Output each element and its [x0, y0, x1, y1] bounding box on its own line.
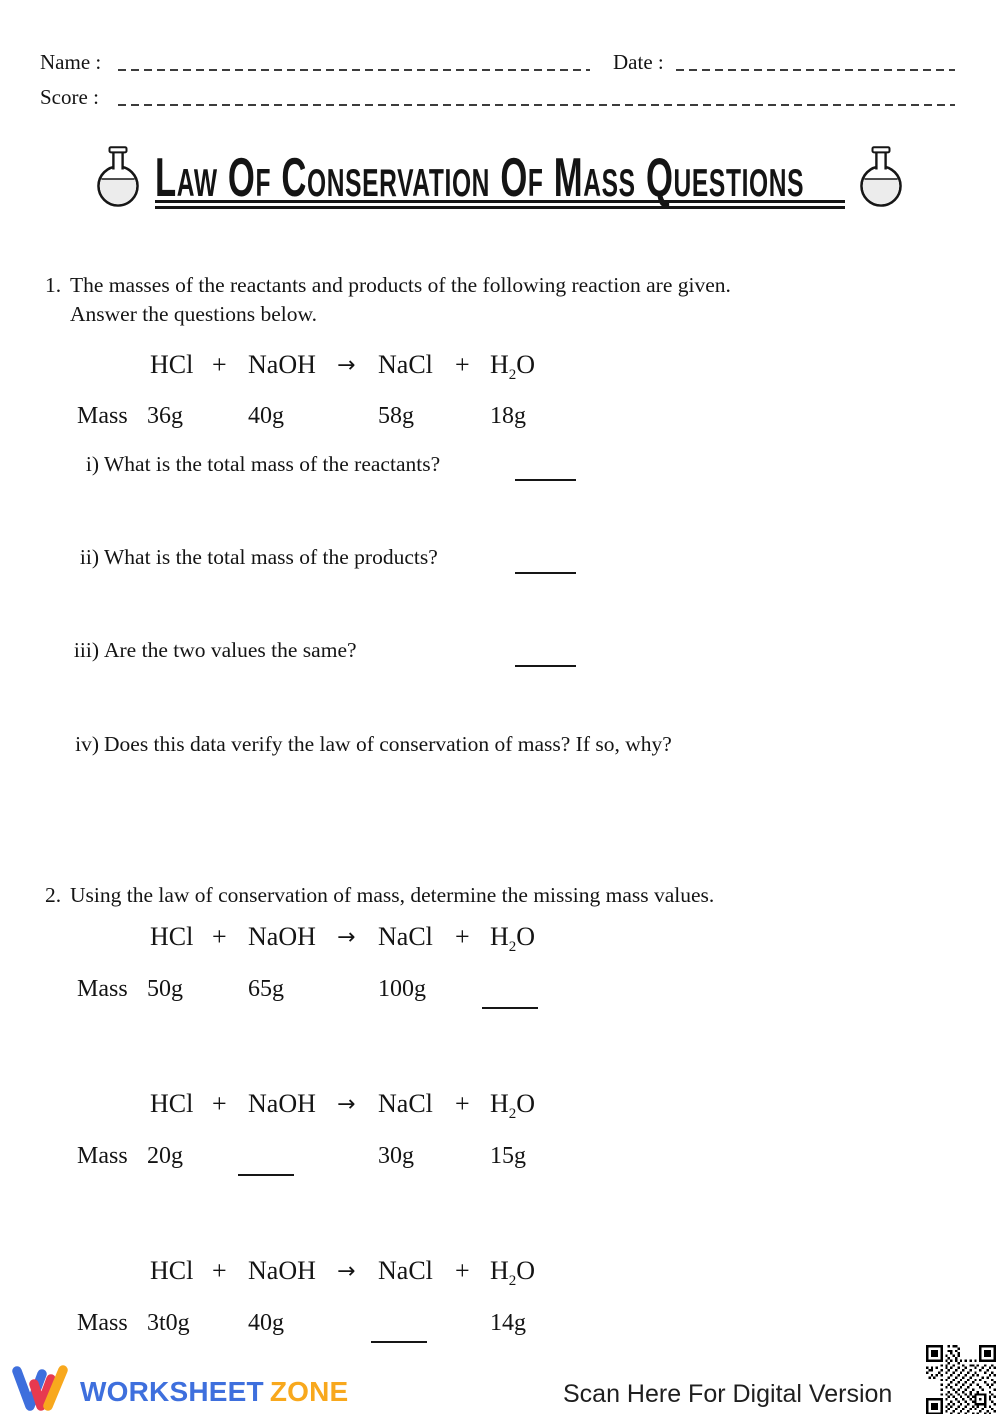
subquestion-text: What is the total mass of the reactants?: [104, 452, 441, 476]
h2o-subscript: 2: [508, 1273, 517, 1290]
date-label: Date :: [613, 50, 664, 74]
mass-value: 40g: [248, 1310, 284, 1336]
mass-value: 36g: [147, 403, 183, 429]
subquestion-text: Does this data verify the law of conservation of mass? If so, why?: [104, 732, 672, 756]
q1-text-line1: The masses of the reactants and products of the following reaction are given.: [70, 273, 731, 297]
date-line[interactable]: [676, 69, 955, 71]
h2o-h: H: [490, 922, 509, 951]
plus-sign: +: [455, 350, 470, 379]
plus-sign: +: [212, 922, 227, 951]
h2o-h: H: [490, 1089, 509, 1118]
reaction-arrow-icon: →: [337, 1092, 356, 1117]
brand-wordmark[interactable]: [80, 1376, 348, 1408]
plus-sign: +: [212, 350, 227, 379]
subquestion-label: iii): [73, 638, 99, 662]
reactant-naoh: NaOH: [248, 922, 316, 951]
score-line[interactable]: [118, 104, 955, 106]
q2-number: 2.: [45, 883, 62, 907]
scan-here-text: Scan Here For Digital Version: [563, 1380, 893, 1408]
plus-sign: +: [455, 1256, 470, 1285]
score-label: Score :: [40, 85, 99, 109]
h2o-subscript: 2: [508, 1106, 517, 1123]
mass-value: 58g: [378, 403, 414, 429]
mass-value: 15g: [490, 1143, 526, 1169]
reactant-naoh: NaOH: [248, 350, 316, 379]
page-title: Law Of Conservation Of Mass Questions: [155, 146, 805, 208]
mass-label: Mass: [77, 1310, 128, 1336]
reactant-naoh: NaOH: [248, 1089, 316, 1118]
subquestion-label: ii): [79, 545, 99, 569]
flask-icon: [858, 145, 904, 214]
h2o-h: H: [490, 1256, 509, 1285]
mass-value: 100g: [378, 976, 426, 1002]
name-label: Name :: [40, 50, 102, 74]
plus-sign: +: [455, 1089, 470, 1118]
plus-sign: +: [212, 1256, 227, 1285]
reactant-hcl: HCl: [150, 922, 194, 951]
subquestion-label: iv): [75, 732, 99, 756]
mass-value: 30g: [378, 1143, 414, 1169]
subquestion-text: What is the total mass of the products?: [104, 545, 438, 569]
q2-text: Using the law of conservation of mass, determine the missing mass values.: [70, 883, 715, 907]
mass-label: Mass: [77, 403, 128, 429]
answer-blank[interactable]: [482, 989, 538, 1009]
subquestion-label: i): [85, 452, 99, 476]
q1-text-line2: Answer the questions below.: [70, 302, 318, 326]
mass-label: Mass: [77, 976, 128, 1002]
flask-icon: [95, 145, 141, 214]
mass-value: 3t0g: [147, 1310, 190, 1336]
mass-value: 14g: [490, 1310, 526, 1336]
h2o-o: O: [516, 350, 536, 379]
reactant-hcl: HCl: [150, 350, 194, 379]
product-nacl: NaCl: [378, 1089, 433, 1118]
answer-blank[interactable]: [515, 647, 576, 667]
qr-code: [926, 1345, 996, 1414]
h2o-o: O: [516, 1256, 536, 1285]
product-nacl: NaCl: [378, 1256, 433, 1285]
brand-zone: ZONE: [269, 1376, 349, 1407]
mass-value: 40g: [248, 403, 284, 429]
brand-worksheet: WORKSHEET: [80, 1376, 264, 1407]
name-line[interactable]: [118, 69, 590, 71]
product-nacl: NaCl: [378, 922, 433, 951]
answer-blank[interactable]: [371, 1323, 427, 1343]
plus-sign: +: [455, 922, 470, 951]
product-h2o: [490, 350, 536, 384]
mass-value: 65g: [248, 976, 284, 1002]
h2o-subscript: 2: [508, 939, 517, 956]
answer-blank[interactable]: [238, 1156, 294, 1176]
answer-blank[interactable]: [515, 461, 576, 481]
worksheetzone-logo-icon: [12, 1364, 74, 1414]
reaction-arrow-icon: →: [337, 925, 356, 950]
h2o-o: O: [516, 1089, 536, 1118]
reaction-arrow-icon: →: [337, 353, 356, 378]
mass-value: 18g: [490, 403, 526, 429]
reaction-arrow-icon: →: [337, 1259, 356, 1284]
product-h2o: [490, 922, 536, 956]
answer-blank[interactable]: [515, 554, 576, 574]
mass-label: Mass: [77, 1143, 128, 1169]
title-underline: [155, 200, 845, 209]
q1-number: 1.: [45, 273, 62, 297]
reactant-naoh: NaOH: [248, 1256, 316, 1285]
h2o-h: H: [490, 350, 509, 379]
reactant-hcl: HCl: [150, 1089, 194, 1118]
subquestion-text: Are the two values the same?: [104, 638, 357, 662]
mass-value: 20g: [147, 1143, 183, 1169]
product-nacl: NaCl: [378, 350, 433, 379]
product-h2o: [490, 1089, 536, 1123]
plus-sign: +: [212, 1089, 227, 1118]
reactant-hcl: HCl: [150, 1256, 194, 1285]
mass-value: 50g: [147, 976, 183, 1002]
h2o-o: O: [516, 922, 536, 951]
h2o-subscript: 2: [508, 367, 517, 384]
product-h2o: [490, 1256, 536, 1290]
